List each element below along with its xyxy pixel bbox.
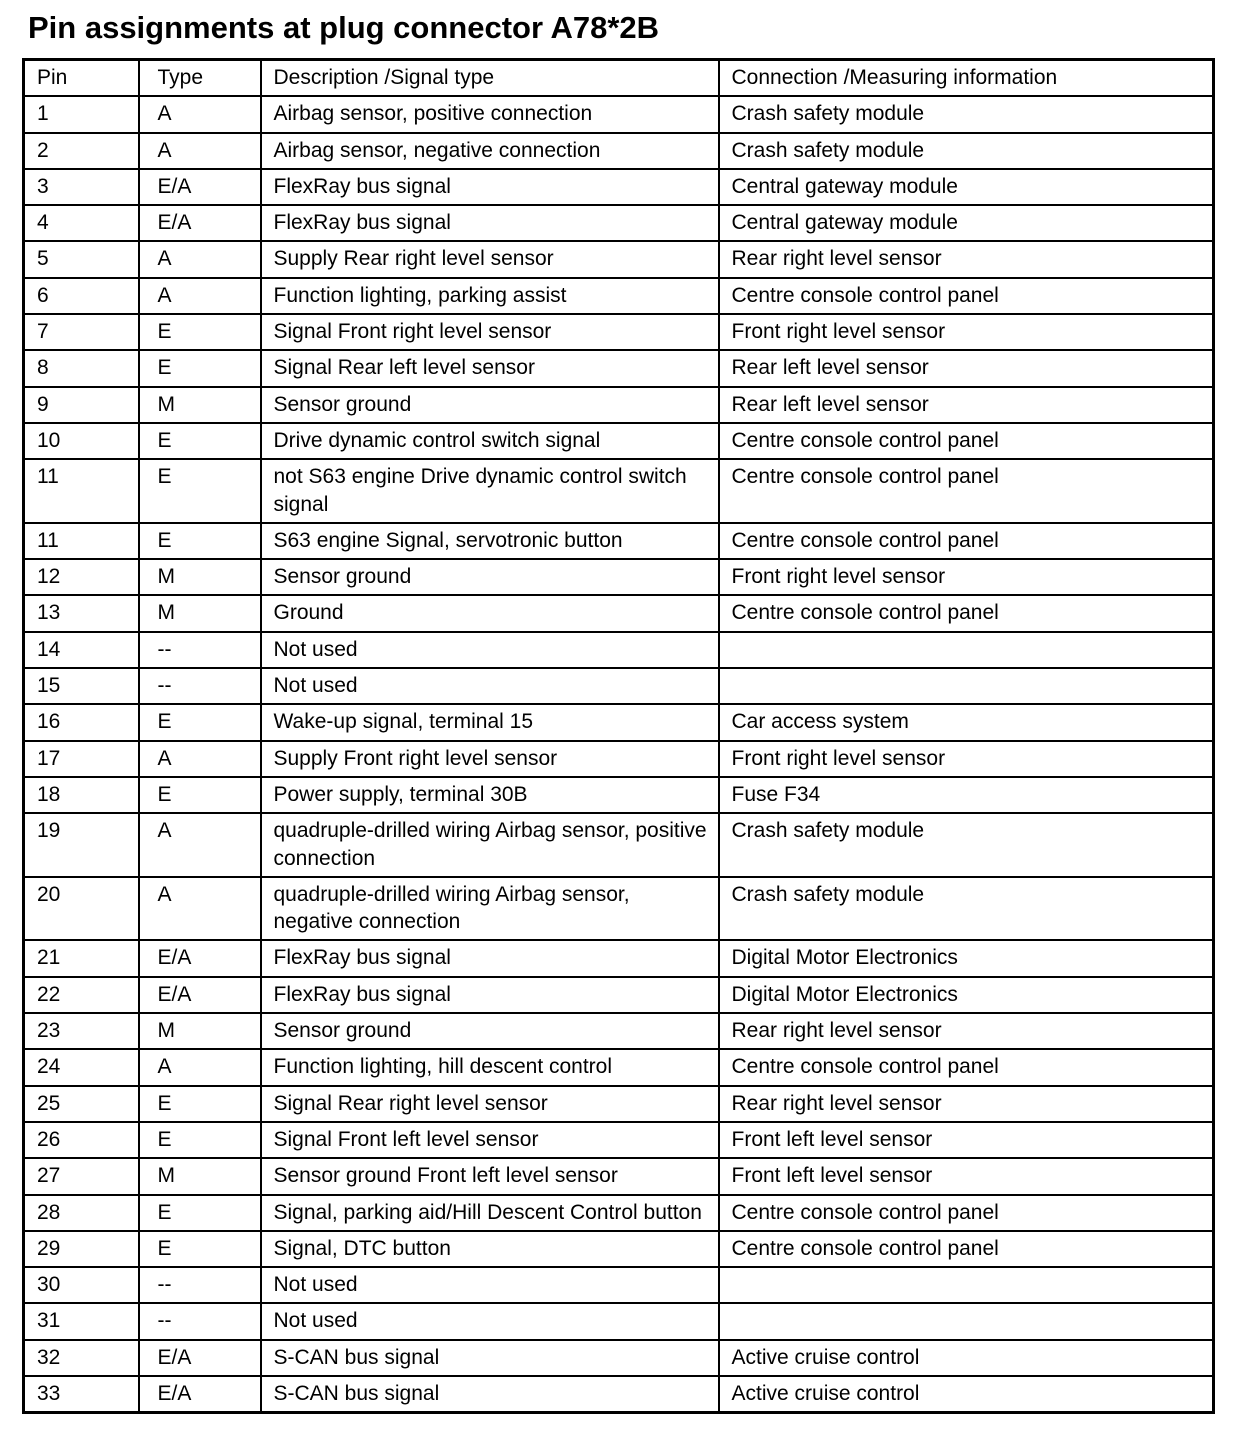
cell-description: S-CAN bus signal [261, 1340, 719, 1376]
cell-connection: Crash safety module [719, 96, 1214, 132]
table-row [24, 1086, 1214, 1122]
table-row [24, 940, 1214, 976]
cell-type: E [139, 1195, 261, 1231]
column-header-connection: Connection /Measuring information [719, 60, 1214, 97]
table-row [24, 1195, 1214, 1231]
cell-description: Signal Rear left level sensor [261, 350, 719, 386]
cell-connection [719, 1303, 1214, 1339]
table-row [24, 133, 1214, 169]
cell-connection: Rear right level sensor [719, 241, 1214, 277]
cell-connection: Centre console control panel [719, 1231, 1214, 1267]
cell-description: Power supply, terminal 30B [261, 777, 719, 813]
cell-description: FlexRay bus signal [261, 169, 719, 205]
cell-connection: Car access system [719, 704, 1214, 740]
cell-connection: Fuse F34 [719, 777, 1214, 813]
table-row [24, 1013, 1214, 1049]
cell-pin: 12 [24, 559, 139, 595]
cell-type: A [139, 278, 261, 314]
cell-description: Signal Rear right level sensor [261, 1086, 719, 1122]
cell-connection: Digital Motor Electronics [719, 977, 1214, 1013]
table-row [24, 704, 1214, 740]
cell-type: -- [139, 632, 261, 668]
cell-connection: Centre console control panel [719, 523, 1214, 559]
cell-description: Airbag sensor, negative connection [261, 133, 719, 169]
cell-type: A [139, 1049, 261, 1085]
cell-description: FlexRay bus signal [261, 940, 719, 976]
cell-pin: 33 [24, 1376, 139, 1413]
table-row [24, 350, 1214, 386]
cell-connection: Front left level sensor [719, 1122, 1214, 1158]
cell-pin: 13 [24, 595, 139, 631]
cell-connection: Centre console control panel [719, 1195, 1214, 1231]
cell-connection: Central gateway module [719, 205, 1214, 241]
cell-description: not S63 engine Drive dynamic control switch signal [261, 459, 719, 523]
cell-connection: Active cruise control [719, 1376, 1214, 1413]
cell-connection: Centre console control panel [719, 423, 1214, 459]
cell-pin: 26 [24, 1122, 139, 1158]
cell-connection: Front right level sensor [719, 314, 1214, 350]
cell-description: Sensor ground [261, 559, 719, 595]
cell-description: FlexRay bus signal [261, 977, 719, 1013]
cell-type: A [139, 741, 261, 777]
cell-connection: Rear right level sensor [719, 1086, 1214, 1122]
cell-pin: 3 [24, 169, 139, 205]
cell-type: E/A [139, 977, 261, 1013]
cell-pin: 25 [24, 1086, 139, 1122]
cell-pin: 11 [24, 523, 139, 559]
cell-description: Wake-up signal, terminal 15 [261, 704, 719, 740]
table-header-row [24, 60, 1214, 97]
table-row [24, 1231, 1214, 1267]
table-row [24, 668, 1214, 704]
cell-connection: Rear left level sensor [719, 387, 1214, 423]
table-row [24, 241, 1214, 277]
cell-type: A [139, 877, 261, 941]
cell-type: E/A [139, 205, 261, 241]
cell-description: Signal Front right level sensor [261, 314, 719, 350]
cell-type: E [139, 1086, 261, 1122]
cell-type: A [139, 133, 261, 169]
cell-pin: 24 [24, 1049, 139, 1085]
cell-type: M [139, 1013, 261, 1049]
cell-connection: Rear right level sensor [719, 1013, 1214, 1049]
cell-description: Not used [261, 668, 719, 704]
table-row [24, 1376, 1214, 1413]
cell-description: FlexRay bus signal [261, 205, 719, 241]
cell-pin: 23 [24, 1013, 139, 1049]
cell-description: S63 engine Signal, servotronic button [261, 523, 719, 559]
cell-type: A [139, 813, 261, 877]
column-header-pin: Pin [24, 60, 139, 97]
cell-type: E [139, 777, 261, 813]
cell-type: E/A [139, 1376, 261, 1413]
cell-description: Signal, DTC button [261, 1231, 719, 1267]
page-title: Pin assignments at plug connector A78*2B [28, 10, 660, 45]
cell-connection: Central gateway module [719, 169, 1214, 205]
cell-type: M [139, 595, 261, 631]
table-row [24, 1158, 1214, 1194]
table-body [24, 96, 1214, 1412]
cell-description: Sensor ground [261, 1013, 719, 1049]
table-row [24, 1340, 1214, 1376]
cell-type: M [139, 559, 261, 595]
cell-pin: 19 [24, 813, 139, 877]
table-row [24, 741, 1214, 777]
cell-description: Not used [261, 1303, 719, 1339]
cell-connection: Front left level sensor [719, 1158, 1214, 1194]
column-header-description: Description /Signal type [261, 60, 719, 97]
cell-pin: 21 [24, 940, 139, 976]
table-row [24, 559, 1214, 595]
cell-type: E [139, 350, 261, 386]
cell-type: M [139, 1158, 261, 1194]
table-row [24, 632, 1214, 668]
cell-type: E [139, 423, 261, 459]
cell-pin: 4 [24, 205, 139, 241]
table-row [24, 1267, 1214, 1303]
table-row [24, 1122, 1214, 1158]
cell-pin: 1 [24, 96, 139, 132]
cell-description: Supply Rear right level sensor [261, 241, 719, 277]
table-row [24, 278, 1214, 314]
cell-pin: 8 [24, 350, 139, 386]
cell-pin: 5 [24, 241, 139, 277]
pin-assignment-table [22, 58, 1215, 1414]
cell-connection: Centre console control panel [719, 459, 1214, 523]
cell-pin: 11 [24, 459, 139, 523]
cell-pin: 27 [24, 1158, 139, 1194]
cell-pin: 14 [24, 632, 139, 668]
table-row [24, 169, 1214, 205]
table-row [24, 813, 1214, 877]
cell-connection: Centre console control panel [719, 595, 1214, 631]
cell-description: S-CAN bus signal [261, 1376, 719, 1413]
cell-pin: 16 [24, 704, 139, 740]
cell-type: E [139, 459, 261, 523]
cell-pin: 9 [24, 387, 139, 423]
cell-pin: 32 [24, 1340, 139, 1376]
table-row [24, 977, 1214, 1013]
cell-description: Supply Front right level sensor [261, 741, 719, 777]
cell-connection: Rear left level sensor [719, 350, 1214, 386]
cell-connection [719, 632, 1214, 668]
table-row [24, 205, 1214, 241]
cell-type: E [139, 314, 261, 350]
cell-connection: Active cruise control [719, 1340, 1214, 1376]
cell-connection [719, 1267, 1214, 1303]
cell-description: Sensor ground [261, 387, 719, 423]
column-header-type: Type [139, 60, 261, 97]
cell-pin: 29 [24, 1231, 139, 1267]
cell-type: E [139, 1231, 261, 1267]
cell-description: Ground [261, 595, 719, 631]
cell-connection: Centre console control panel [719, 278, 1214, 314]
cell-description: Not used [261, 1267, 719, 1303]
cell-type: A [139, 96, 261, 132]
cell-description: Function lighting, hill descent control [261, 1049, 719, 1085]
cell-type: E/A [139, 940, 261, 976]
table-row [24, 314, 1214, 350]
cell-connection: Centre console control panel [719, 1049, 1214, 1085]
table-row [24, 96, 1214, 132]
cell-type: M [139, 387, 261, 423]
cell-description: Function lighting, parking assist [261, 278, 719, 314]
cell-type: -- [139, 668, 261, 704]
cell-type: -- [139, 1303, 261, 1339]
cell-type: E/A [139, 169, 261, 205]
cell-connection: Front right level sensor [719, 741, 1214, 777]
table-row [24, 777, 1214, 813]
cell-pin: 18 [24, 777, 139, 813]
cell-pin: 30 [24, 1267, 139, 1303]
cell-connection: Crash safety module [719, 813, 1214, 877]
table-row [24, 387, 1214, 423]
table-row [24, 423, 1214, 459]
cell-description: quadruple-drilled wiring Airbag sensor, positive connection [261, 813, 719, 877]
cell-connection: Crash safety module [719, 877, 1214, 941]
table-row [24, 1303, 1214, 1339]
cell-description: Airbag sensor, positive connection [261, 96, 719, 132]
cell-pin: 15 [24, 668, 139, 704]
cell-type: E/A [139, 1340, 261, 1376]
cell-pin: 20 [24, 877, 139, 941]
cell-pin: 28 [24, 1195, 139, 1231]
cell-description: quadruple-drilled wiring Airbag sensor, negative connection [261, 877, 719, 941]
table-row [24, 459, 1214, 523]
cell-description: Signal Front left level sensor [261, 1122, 719, 1158]
cell-connection: Digital Motor Electronics [719, 940, 1214, 976]
cell-type: A [139, 241, 261, 277]
cell-pin: 6 [24, 278, 139, 314]
cell-pin: 31 [24, 1303, 139, 1339]
cell-pin: 2 [24, 133, 139, 169]
cell-pin: 22 [24, 977, 139, 1013]
table-row [24, 1049, 1214, 1085]
cell-pin: 10 [24, 423, 139, 459]
cell-connection: Crash safety module [719, 133, 1214, 169]
cell-description: Sensor ground Front left level sensor [261, 1158, 719, 1194]
cell-connection [719, 668, 1214, 704]
table-row [24, 595, 1214, 631]
cell-type: -- [139, 1267, 261, 1303]
cell-pin: 7 [24, 314, 139, 350]
table-row [24, 877, 1214, 941]
cell-type: E [139, 704, 261, 740]
cell-type: E [139, 523, 261, 559]
cell-connection: Front right level sensor [719, 559, 1214, 595]
cell-description: Signal, parking aid/Hill Descent Control button [261, 1195, 719, 1231]
table-row [24, 523, 1214, 559]
cell-pin: 17 [24, 741, 139, 777]
cell-description: Drive dynamic control switch signal [261, 423, 719, 459]
cell-type: E [139, 1122, 261, 1158]
cell-description: Not used [261, 632, 719, 668]
